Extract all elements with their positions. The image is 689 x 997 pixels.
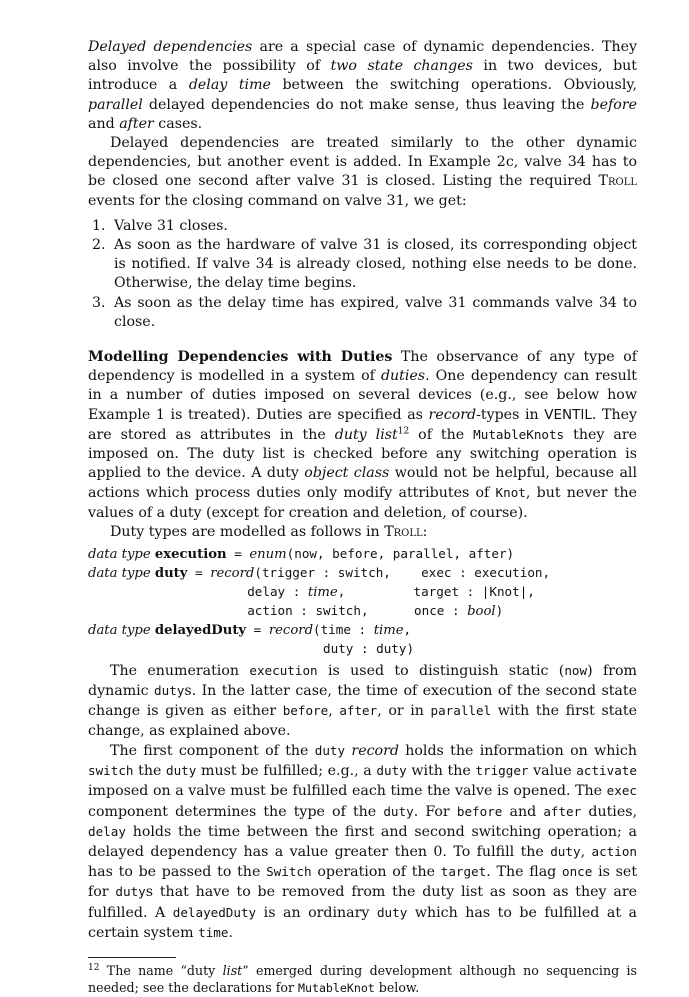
footnote-text: ” emerged during development although no sequencing is needed; see the declarations for: [88, 962, 637, 995]
code-term: duty: [115, 884, 146, 900]
body-text: and: [502, 803, 544, 820]
code-term: parallel: [430, 703, 492, 719]
body-text: .: [228, 924, 233, 941]
code-term: delay: [88, 823, 126, 839]
paragraph-modelling-duties: [88, 348, 637, 523]
code-term: now: [564, 663, 588, 679]
emphasis-text: before: [590, 96, 637, 113]
code-line: [88, 545, 637, 564]
section-heading: Modelling Dependencies with Duties: [88, 349, 393, 366]
list-text: As soon as the delay time has expired, valve 31 commands valve 34 to close.: [114, 294, 637, 330]
code-keyword: enum: [249, 547, 287, 563]
code-term: after: [543, 803, 582, 819]
body-text: , or in: [377, 703, 431, 720]
list-number: 2.: [92, 237, 106, 254]
code-keyword: record: [210, 566, 255, 582]
body-text: they are imposed on. The duty list is checked before any switching operation is applied to the device. A duty: [88, 426, 638, 482]
code-term: once: [562, 864, 593, 880]
list-text: Valve 31 closes.: [114, 217, 228, 234]
code-keyword: time: [373, 623, 404, 639]
code-term: duty: [376, 904, 408, 920]
list-text: As soon as the hardware of valve 31 is closed, its corresponding object is notified. If valve 34 is already closed, nothing else needs to be done. Otherwise, the delay time begins.: [114, 237, 637, 292]
code-type-name: duty: [154, 566, 188, 582]
emphasis-text: two state changes: [330, 58, 473, 75]
body-text: ,: [580, 843, 592, 860]
code-text: , target : |Knot|,: [337, 584, 535, 600]
code-text: (trigger : switch, exec : execution,: [254, 565, 551, 581]
emphasis-text: after: [119, 115, 154, 132]
code-text: duty : duty): [88, 641, 415, 657]
code-type-name: delayedDuty: [154, 623, 247, 639]
code-text: =: [187, 565, 211, 581]
code-line: [88, 640, 637, 659]
code-term: exec: [606, 783, 637, 799]
code-type-name: execution: [154, 547, 227, 563]
body-text: value: [528, 763, 577, 780]
code-keyword: data type: [88, 547, 155, 563]
emphasis-text: record: [351, 742, 399, 759]
body-text: s. In the latter case, the time of execution of the second state change is given as either: [88, 683, 637, 720]
code-term: duty: [314, 742, 346, 758]
code-term: MutableKnots: [473, 426, 565, 442]
code-term: after: [339, 703, 378, 719]
footnote-divider: [88, 957, 176, 958]
body-text: delayed dependencies do not make sense, thus leaving the: [142, 96, 591, 113]
body-text: with the first state change, as explained above.: [88, 703, 637, 739]
footnote-number: 12: [88, 962, 100, 973]
code-term: duty: [550, 843, 581, 859]
code-term: before: [282, 703, 329, 719]
code-term: duty: [166, 763, 197, 779]
list-item: [88, 236, 637, 294]
emphasis-text: record: [428, 406, 477, 423]
body-text: with the: [406, 763, 476, 780]
code-term: action: [591, 843, 637, 859]
body-text: would not be helpful, because all actions which process duties only modify attributes of: [88, 465, 637, 502]
code-text: =: [246, 622, 269, 638]
body-text: duties,: [581, 803, 638, 820]
code-term: trigger: [475, 763, 529, 779]
body-text: . The flag: [486, 864, 562, 881]
code-term: execution: [249, 663, 318, 679]
code-term: Knot: [495, 485, 526, 501]
code-term: delayedDuty: [172, 904, 257, 920]
code-line: [88, 564, 637, 583]
body-text: which has to be fulfilled at a certain system: [88, 904, 637, 941]
code-keyword: data type: [88, 566, 155, 582]
body-text: , but never the values of a duty (except for creation and deletion, of course).: [88, 485, 637, 521]
emphasis-text: duties: [380, 368, 426, 385]
code-block: [88, 545, 637, 659]
code-term: duty: [154, 683, 185, 699]
code-keyword: record: [268, 623, 314, 639]
event-list: [88, 217, 637, 332]
body-text: :: [422, 523, 428, 540]
emphasis-text: list: [222, 962, 243, 978]
emphasis-text: Delayed dependencies: [88, 39, 253, 55]
emphasis-text: parallel: [88, 96, 143, 113]
body-text: component determines the type of the: [88, 803, 384, 820]
emphasis-text: object class: [304, 465, 390, 482]
code-term: MutableKnot: [298, 980, 375, 995]
body-text: imposed on a valve must be fulfilled each time the valve is opened. The: [88, 783, 607, 800]
code-term: switch: [88, 763, 134, 779]
paragraph-duty-types: [88, 523, 637, 542]
footnote-text: below.: [374, 979, 420, 995]
body-text: Duty types are modelled as follows in: [110, 523, 385, 540]
body-text: Delayed dependencies are treated similarly to the other dynamic dependencies, but another event is added. In Example 2c, valve 34 has to be closed one second after valve 31 is closed. Listing the required: [88, 135, 637, 190]
code-keyword: data type: [88, 623, 155, 639]
body-text: operation of the: [311, 864, 441, 881]
body-text: must be fulfilled; e.g., a: [196, 763, 377, 780]
body-text: has to be passed to the: [88, 864, 267, 881]
body-text: holds the information on which: [398, 742, 637, 759]
paper-page: [88, 38, 637, 997]
body-text: The first component of the: [110, 742, 315, 759]
paragraph-first-component: [88, 741, 637, 943]
body-text: The observance of any type of dependency is modelled in a system of: [88, 349, 637, 385]
code-text: ,: [403, 622, 412, 638]
body-text: . For: [413, 803, 457, 820]
code-keyword: bool: [467, 604, 496, 620]
body-text: holds the time between the first and second switching operation; a delayed dependency has a value greater then 0. To fulfill the: [88, 823, 637, 860]
body-text: cases.: [153, 115, 203, 132]
code-text: ): [495, 603, 504, 619]
code-term: Switch: [266, 864, 312, 880]
body-text: in two devices, but introduce a: [88, 58, 637, 94]
code-text: =: [226, 546, 250, 562]
code-keyword: time: [307, 585, 338, 601]
body-text: . They are stored as attributes in the: [88, 406, 638, 443]
code-term: duty: [383, 803, 414, 819]
footnote-marker: 12: [397, 426, 410, 437]
paragraph-treated-similarly: [88, 134, 637, 211]
body-text: between the switching operations. Obviously,: [270, 77, 637, 94]
body-text: the: [133, 763, 167, 780]
paragraph-delayed-dependencies: [88, 38, 637, 134]
body-text: -types in: [476, 406, 545, 423]
body-text: is set for: [88, 864, 638, 901]
code-text: (now, before, parallel, after): [286, 546, 515, 562]
body-text: ) from dynamic: [88, 663, 637, 700]
code-text: action : switch, once :: [88, 603, 468, 619]
body-text: The enumeration: [110, 663, 250, 680]
body-text: and: [88, 115, 120, 132]
troll-name: Troll: [598, 173, 637, 190]
footnote-text: The name “duty: [99, 962, 223, 978]
list-item: [88, 294, 637, 332]
ventil-name: VENTIL: [544, 406, 592, 423]
emphasis-text: delay time: [188, 77, 271, 94]
emphasis-text: duty list: [334, 426, 398, 443]
code-line: [88, 621, 637, 640]
code-term: time: [198, 924, 229, 940]
section-gap: [88, 332, 637, 348]
list-number: 1.: [92, 217, 106, 234]
troll-name: Troll: [384, 523, 423, 540]
code-term: target: [440, 864, 487, 880]
body-text: is an ordinary: [256, 904, 377, 921]
code-term: before: [456, 803, 503, 819]
code-text: delay :: [88, 584, 308, 600]
body-text: of the: [409, 426, 474, 443]
list-number: 3.: [92, 294, 106, 311]
body-text: are a special case of dynamic dependencies. They also involve the possibility of: [88, 39, 637, 75]
code-term: duty: [376, 763, 407, 779]
body-text: events for the closing command on valve 31, we get:: [88, 192, 467, 209]
code-line: [88, 602, 637, 621]
code-line: [88, 583, 637, 602]
footnote: [88, 962, 637, 997]
body-text: is used to distinguish static (: [317, 663, 565, 680]
paragraph-enumeration: [88, 661, 637, 741]
code-text: (time :: [313, 622, 374, 638]
body-text: s that have to be removed from the duty list as soon as they are fulfilled. A: [88, 884, 637, 921]
code-term: activate: [576, 763, 637, 779]
list-item: [88, 217, 637, 236]
body-text: . One dependency can result in a number of duties imposed on several devices (e.g., see below how Example 1 is treated). Duties are specified as: [88, 368, 638, 423]
body-text: ,: [328, 703, 340, 720]
